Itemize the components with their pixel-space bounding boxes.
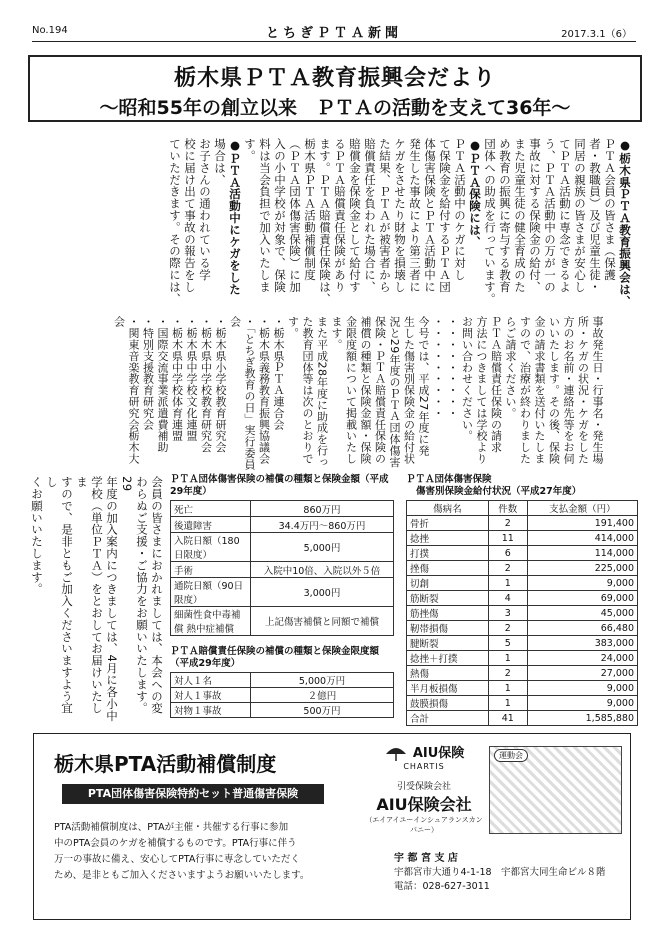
table-cell: 69,000: [527, 591, 637, 606]
table3: [406, 500, 638, 726]
company-name: AIU保険会社: [376, 794, 472, 814]
text-line: ・栃木県ＰＴＡ連合会: [272, 316, 285, 430]
text-line: ・国際交流事業派遣費補助: [156, 316, 169, 453]
table-cell: 191,400: [527, 516, 637, 531]
text-line: ・・・・・・・・・: [431, 316, 445, 419]
text-line: ・特別支援教育研究会: [141, 316, 155, 430]
text-line: いいたします。その後、保険: [547, 316, 561, 465]
text-line: 保険・ＰＴＡ賠償責任保険の: [373, 316, 387, 465]
table-cell: 1: [488, 576, 527, 591]
ad-address-block: [394, 852, 606, 894]
table-row: [407, 696, 638, 711]
table-cell: 捻挫＋打撲: [407, 651, 489, 666]
text-line: ＰＴＡ活動中のケガに対し: [453, 138, 467, 281]
text-line: ・・・・・・・・・: [446, 316, 459, 419]
page-title: 栃木県ＰＴＡ教育振興会だより: [173, 66, 496, 91]
issue-date: 2017.3.1（6）: [561, 29, 632, 40]
text-line: 料は当会負担で加入いたしま: [258, 138, 272, 293]
text-line: 金の請求書類を送付いたしま: [533, 316, 546, 465]
table-row: [171, 517, 394, 533]
text-line: う、ＰＴＡ活動中の万が一の: [543, 138, 557, 293]
company-kana: （エイアイユーインシュアランスカンパニー）: [365, 815, 483, 834]
text-line: また児童生徒の健全育成のた: [513, 138, 527, 293]
table-cell: 半月板損傷: [407, 681, 489, 696]
text-line: 学校（単位ＰＴＡ）をとおしてお届けいたしま: [75, 476, 104, 714]
text-line: お子さんの通われている学: [198, 138, 212, 281]
page-header: [32, 22, 636, 42]
ad-logo: [364, 742, 484, 835]
table-cell: 対人１事故: [171, 688, 251, 703]
text-line: 栃木県ＰＴＡ活動補償制度: [303, 138, 317, 281]
table-cell: 筋挫傷: [407, 606, 489, 621]
text-line: 事故に対する保険金の給付、: [528, 138, 542, 293]
table-cell: 500万円: [251, 703, 394, 718]
column-header: 支払金額（円）: [527, 501, 637, 516]
article-low: [30, 476, 164, 722]
ad-body: [54, 820, 354, 884]
article-low-text: [29, 476, 164, 722]
table1-block: [170, 474, 394, 636]
table-cell: 筋断裂: [407, 591, 489, 606]
table-cell: 靭帯損傷: [407, 621, 489, 636]
table-cell: 細菌性食中毒補償 熱中症補償: [171, 607, 251, 636]
table-cell: 860万円: [251, 501, 394, 517]
text-line: ・関東音楽教育研究会栃木大会: [112, 316, 140, 465]
column-header: 件数: [488, 501, 527, 516]
table-cell: 5: [488, 636, 527, 651]
text-line: るＰＴＡ賠償責任保険があり: [333, 138, 347, 293]
table-cell: 1,585,880: [527, 711, 637, 726]
text-line: ＰＴＡ会員の皆さま（保護: [603, 138, 617, 281]
table3-caption1: ＰＴＡ団体傷害保険: [406, 474, 492, 485]
text-line: ます。ＰＴＡ賠償責任保険は、: [318, 138, 332, 305]
table-row: [171, 688, 394, 703]
table-cell: 後遺障害: [171, 517, 251, 533]
table-cell: 66,480: [527, 621, 637, 636]
sports-day-illustration: [489, 746, 622, 834]
table-row: [171, 578, 394, 607]
underwriter-label: 引受保険会社: [396, 781, 451, 792]
table-cell: 9,000: [527, 681, 637, 696]
text-line: 生した傷害別保険金の給付状: [402, 316, 416, 465]
table-row: [407, 591, 638, 606]
text-line: らご請求ください。: [504, 316, 517, 419]
logo-name: AIU保険: [412, 746, 465, 761]
table-cell: 45,000: [527, 606, 637, 621]
table-row: [171, 501, 394, 517]
table-row: [171, 703, 394, 718]
text-line: ・栃木県中学校体育連盟: [170, 316, 184, 442]
text-line: 入の小中学校が対象で、保険: [273, 138, 287, 293]
ad-body-line: 中のPTA会員のケガを補償するものです。PTA行事に伴う: [54, 838, 297, 849]
text-line: め教育の振興に寄与する教育: [498, 138, 512, 293]
article-mid-text: [111, 316, 604, 472]
table-cell: 24,000: [527, 651, 637, 666]
table-row: [407, 531, 638, 546]
table-cell: 34.4万円～860万円: [251, 517, 394, 533]
table-row: [407, 651, 638, 666]
table-cell: 合計: [407, 711, 489, 726]
text-line: 会員の皆さまにおかれましては、本会への変: [150, 476, 164, 714]
text-line: 金限度額について掲載いたし: [344, 316, 358, 465]
text-line: ていただきます。その際には、: [168, 138, 182, 305]
table-cell: 1: [488, 696, 527, 711]
umbrella-icon: [384, 744, 408, 762]
text-line: ●ＰＴＡ活動中にケガをした: [228, 138, 242, 296]
text-line: ・栃木県義務教育振興協議会: [257, 316, 271, 465]
table-cell: 捻挫: [407, 531, 489, 546]
text-line: ・栃木県中学校文化連盟: [185, 316, 198, 442]
text-line: 校に届け出て事故の報告をし: [183, 138, 197, 293]
table-row: [171, 607, 394, 636]
table-cell: 2: [488, 516, 527, 531]
text-line: 年度の加入案内につきましては、4月に各小中: [105, 476, 119, 722]
text-line: 者・教職員）及び児童生徒・: [588, 138, 602, 293]
text-line: くお願いいたします。: [30, 476, 44, 595]
table2-block: [170, 646, 394, 718]
table-row: [171, 533, 394, 562]
text-line: 場合は、: [213, 138, 227, 186]
page-subtitle: ～昭和55年の創立以来 ＰＴＡの活動を支えて36年～: [99, 97, 571, 119]
text-line: た結果、ＰＴＡが被害者から: [378, 138, 392, 293]
ad-box: [33, 733, 631, 920]
table-cell: 11: [488, 531, 527, 546]
table-cell: 対物１事故: [171, 703, 251, 718]
table2-caption: ＰＴＡ賠償責任保険の補償の種類と保険金限度額（平成29年度）: [170, 646, 380, 669]
text-line: また平成28年度に助成を行っ: [315, 316, 329, 468]
text-line: 同居の親族の皆さまが安心し: [573, 138, 587, 293]
text-line: すので、是非ともご加入くださいますよう宜し: [45, 476, 74, 714]
table-row: [407, 711, 638, 726]
table-cell: 9,000: [527, 576, 637, 591]
ad-heading: 栃木県PTA活動補償制度: [54, 752, 277, 776]
table-cell: 225,000: [527, 561, 637, 576]
logo-sub: CHARTIS: [403, 761, 445, 771]
table-cell: 2: [488, 561, 527, 576]
table-header-row: [407, 501, 638, 516]
text-line: ます。: [330, 316, 343, 351]
table-cell: 3: [488, 606, 527, 621]
table-cell: 27,000: [527, 666, 637, 681]
table-cell: 4: [488, 591, 527, 606]
table-cell: 対人１名: [171, 673, 251, 688]
table-cell: 入院日額（180日限度）: [171, 533, 251, 562]
table-cell: 1: [488, 651, 527, 666]
table-cell: 通院日額（90日限度）: [171, 578, 251, 607]
table-cell: 手術: [171, 562, 251, 578]
table-cell: 9,000: [527, 696, 637, 711]
table-row: [407, 576, 638, 591]
text-line: （ＰＴＡ団体傷害保険）に加: [288, 138, 302, 293]
table3-block: [406, 474, 638, 726]
table2: [170, 672, 394, 718]
text-line: 方法につきましては学校より: [475, 316, 488, 465]
article-mid: [112, 316, 604, 472]
text-line: す。: [243, 138, 257, 162]
text-line: お問い合わせください。: [460, 316, 474, 442]
table-cell: 死亡: [171, 501, 251, 517]
table-row: [407, 561, 638, 576]
table-cell: 打撲: [407, 546, 489, 561]
table-row: [171, 562, 394, 578]
title-box: [28, 55, 642, 122]
table-cell: 挫傷: [407, 561, 489, 576]
issue-number: No.194: [32, 25, 68, 36]
text-line: 今号では、平成27年度に発: [417, 316, 430, 457]
text-line: 体傷害保険とＰＴＡ活動中に: [423, 138, 437, 293]
text-line: 事故発生日・行事名・発生場: [591, 316, 604, 465]
table-cell: 5,000円: [251, 533, 394, 562]
table-cell: ２億円: [251, 688, 394, 703]
text-line: ・栃木県中学校教育研究会: [199, 316, 213, 453]
table-cell: 1: [488, 681, 527, 696]
text-line: すので、治療が終わりました: [518, 316, 532, 465]
text-line: て保険金を給付するＰＴＡ団: [438, 138, 452, 293]
text-line: 賠償金を保険金として給付す: [348, 138, 362, 293]
text-line: ケガをさせたり財物を損壊し: [393, 138, 407, 293]
text-line: 方のお名前・連絡先等をお伺: [562, 316, 575, 465]
illustration-label: 運動会: [494, 749, 528, 762]
text-line: 発生した事故により第三者に: [408, 138, 422, 293]
text-line: 所・ケガの状況・ケガをした: [576, 316, 590, 465]
table-cell: 切創: [407, 576, 489, 591]
table-row: [407, 666, 638, 681]
ad-body-line: PTA活動補償制度は、PTAが主催・共催する行事に参加: [54, 822, 289, 833]
text-line: 団体への助成を行っています。: [483, 138, 497, 305]
table-cell: 2: [488, 621, 527, 636]
text-line: てＰＴＡ活動に専念できるよ: [558, 138, 572, 293]
table-row: [407, 681, 638, 696]
ad-body-line: ため、是非ともご加入くださいますようお願いいたします。: [54, 870, 310, 881]
table-cell: 41: [488, 711, 527, 726]
table-cell: 6: [488, 546, 527, 561]
branch-name: 宇 都 宮 支 店: [394, 853, 458, 864]
branch-address: 宇都宮市大通り4-1-18 宇都宮大同生命ビル８階: [394, 867, 606, 878]
table-row: [407, 621, 638, 636]
table-row: [171, 673, 394, 688]
table-row: [407, 606, 638, 621]
table1: [170, 500, 394, 636]
table-cell: 腱断裂: [407, 636, 489, 651]
ad-banner: PTA団体傷害保険特約セット普通傷害保険: [62, 784, 324, 804]
text-line: ・「とちぎ教育の日」実行委員会: [228, 316, 256, 471]
table-cell: 熱傷: [407, 666, 489, 681]
paper-name: とちぎＰＴＡ新聞: [265, 26, 402, 41]
table-cell: 鼓膜損傷: [407, 696, 489, 711]
branch-phone: 電話：028-627-3011: [394, 881, 490, 892]
text-line: ・栃木県小学校教育研究会: [214, 316, 227, 453]
ad-body-line: 万一の事故に備え、安心してPTA行事に専念していただく: [54, 854, 300, 865]
table-cell: 383,000: [527, 636, 637, 651]
column-header: 傷病名: [407, 501, 489, 516]
table-cell: 414,000: [527, 531, 637, 546]
table-cell: 2: [488, 666, 527, 681]
table-row: [407, 546, 638, 561]
text-line: ●栃木県ＰＴＡ教育振興会は、: [618, 138, 632, 308]
table-row: [407, 516, 638, 531]
table-cell: 5,000万円: [251, 673, 394, 688]
text-line: ＰＴＡ賠償責任保険の請求: [489, 316, 503, 453]
text-line: 補償の種類と保険金額・保険: [359, 316, 372, 465]
text-line: 況と29年度のＰＴＡ団体傷害: [388, 316, 401, 468]
table-row: [407, 636, 638, 651]
text-line: わらぬご支援・ご協力をお願いいたします。29: [120, 476, 149, 714]
text-line: た教育団体等は次のとおりで: [301, 316, 314, 465]
table-cell: 114,000: [527, 546, 637, 561]
text-line: ●ＰＴＡ保険には、: [468, 138, 482, 248]
table3-caption2: 傷害別保険金給付状況（平成27年度）: [416, 486, 582, 497]
table-cell: 上記傷害補償と同額で補償: [251, 607, 394, 636]
table1-caption: ＰＴＡ団体傷害保険の補償の種類と保険金額（平成29年度）: [170, 474, 389, 497]
table-cell: 3,000円: [251, 578, 394, 607]
table-cell: 骨折: [407, 516, 489, 531]
text-line: す。: [286, 316, 300, 339]
table-cell: 入院中10倍、入院以外５倍: [251, 562, 394, 578]
text-line: 賠償責任を負われた場合に、: [363, 138, 377, 293]
